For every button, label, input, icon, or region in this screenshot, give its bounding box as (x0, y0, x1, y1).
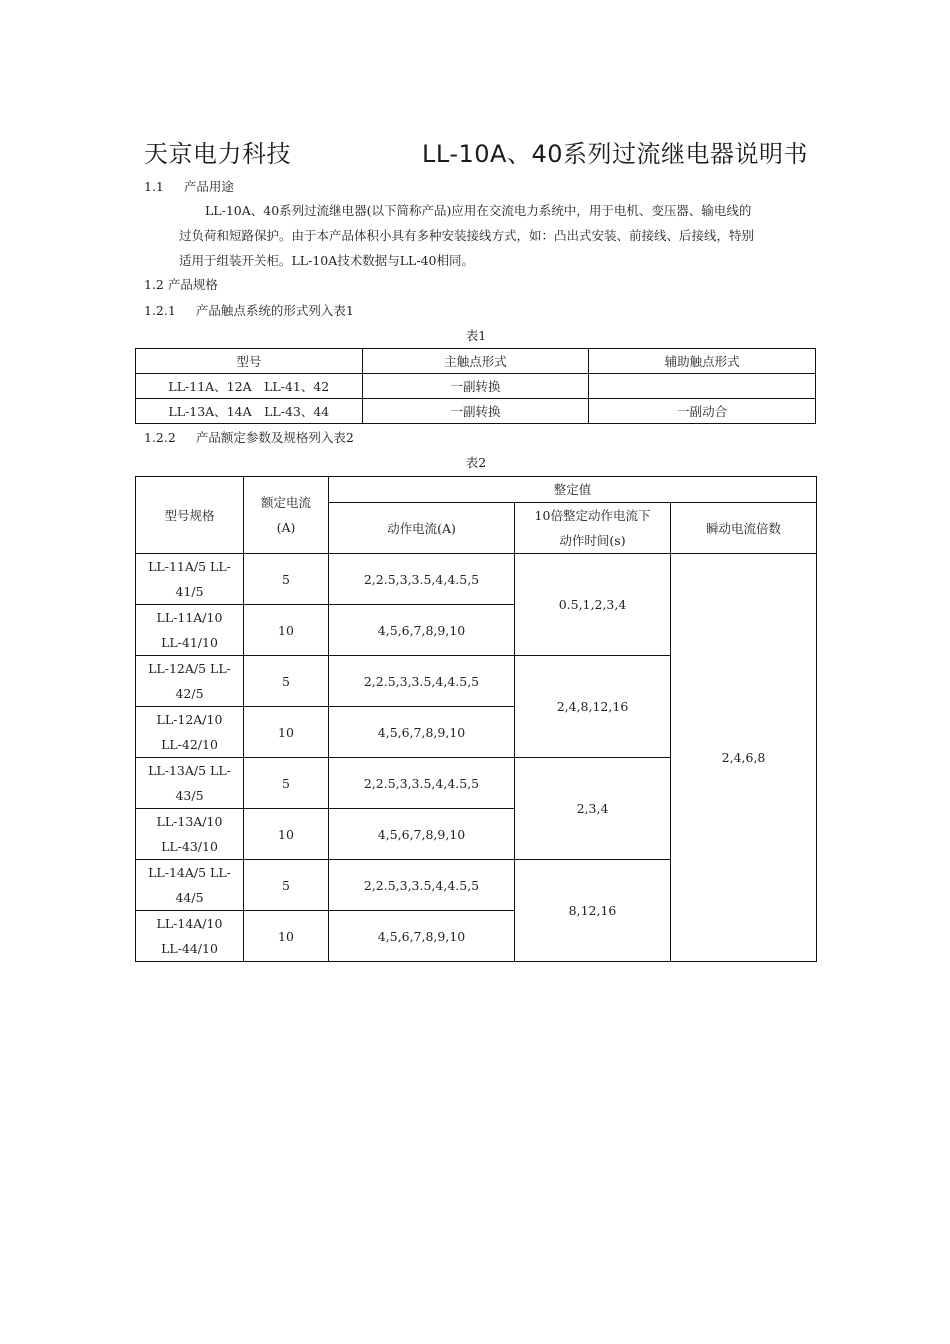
body-line-2: 过负荷和短路保护。由于本产品体积小具有多种安装接线方式，如：凸出式安装、前接线、后接线，特别 (179, 228, 755, 243)
table-1-caption: 表1 (465, 328, 487, 343)
rated-cell: 10 (244, 707, 329, 758)
rating-spec-table (135, 476, 817, 962)
table-header-row (136, 349, 816, 374)
section-number: 1.1 (144, 179, 164, 194)
action-cell: 4,5,6,7,8,9,10 (329, 605, 515, 656)
rated-cell: 5 (244, 860, 329, 911)
model-cell: LL-11A/5 LL- 41/5 (136, 554, 244, 605)
header-action-current: 动作电流(A) (329, 503, 515, 554)
body-line-3: 适用于组装开关柜。LL-10A技术数据与LL-40相同。 (179, 253, 474, 268)
model-cell: LL-13A/5 LL- 43/5 (136, 758, 244, 809)
action-cell: 4,5,6,7,8,9,10 (329, 809, 515, 860)
company-name: 天京电力科技 (144, 140, 291, 168)
header-cell: 型号 (136, 349, 363, 374)
model-cell: LL-13A、14A LL-43、44 (136, 399, 363, 424)
header-setting: 整定值 (329, 477, 817, 503)
page-header (144, 134, 808, 169)
table-header-row (136, 477, 817, 503)
section-number: 1.2.2 (144, 430, 176, 445)
model-cell: LL-11A/10 LL-41/10 (136, 605, 244, 656)
section-1-1-heading (144, 174, 234, 199)
main-contact-cell: 一副转换 (362, 399, 589, 424)
model-cell: LL-12A/5 LL- 42/5 (136, 656, 244, 707)
rated-cell: 10 (244, 911, 329, 962)
rated-cell: 5 (244, 758, 329, 809)
table-row (136, 374, 816, 399)
section-title: 产品触点系统的形式列入表1 (195, 303, 354, 318)
section-number: 1.2.1 (144, 303, 176, 318)
aux-contact-cell (589, 374, 816, 399)
model-cell: LL-13A/10 LL-43/10 (136, 809, 244, 860)
section-1-1-body (179, 198, 819, 273)
action-cell: 4,5,6,7,8,9,10 (329, 707, 515, 758)
body-line-1: LL-10A、40系列过流继电器(以下简称产品)应用在交流电力系统中，用于电机、变压器、输电线的 (205, 203, 752, 218)
action-cell: 4,5,6,7,8,9,10 (329, 911, 515, 962)
rated-cell: 10 (244, 809, 329, 860)
header-model: 型号规格 (136, 477, 244, 554)
rated-cell: 5 (244, 656, 329, 707)
table-row (136, 554, 817, 605)
model-cell: LL-14A/5 LL- 44/5 (136, 860, 244, 911)
model-cell: LL-14A/10 LL-44/10 (136, 911, 244, 962)
table-row (136, 399, 816, 424)
table-2-caption: 表2 (465, 455, 487, 470)
header-action-time: 10倍整定动作电流下 动作时间(s) (515, 503, 671, 554)
model-cell: LL-12A/10 LL-42/10 (136, 707, 244, 758)
aux-contact-cell: 一副动合 (589, 399, 816, 424)
time-cell: 0.5,1,2,3,4 (515, 554, 671, 656)
rated-cell: 10 (244, 605, 329, 656)
section-title: 产品额定参数及规格列入表2 (195, 430, 354, 445)
document-title: LL-10A、40系列过流继电器说明书 (422, 140, 808, 168)
action-cell: 2,2.5,3,3.5,4,4.5,5 (329, 656, 515, 707)
rated-cell: 5 (244, 554, 329, 605)
header-instant-multiple: 瞬动电流倍数 (671, 503, 817, 554)
model-cell: LL-11A、12A LL-41、42 (136, 374, 363, 399)
time-cell: 2,4,8,12,16 (515, 656, 671, 758)
section-title: 产品用途 (183, 179, 234, 194)
section-1-2-heading: 1.2 产品规格 (144, 277, 218, 292)
header-cell: 辅助触点形式 (589, 349, 816, 374)
main-contact-cell: 一副转换 (362, 374, 589, 399)
action-cell: 2,2.5,3,3.5,4,4.5,5 (329, 860, 515, 911)
header-cell: 主触点形式 (362, 349, 589, 374)
section-1-2-2-heading (144, 425, 354, 450)
action-cell: 2,2.5,3,3.5,4,4.5,5 (329, 554, 515, 605)
contact-form-table (135, 348, 816, 424)
header-rated-current: 额定电流 (A) (244, 477, 329, 554)
time-cell: 2,3,4 (515, 758, 671, 860)
instant-cell: 2,4,6,8 (671, 554, 817, 962)
action-cell: 2,2.5,3,3.5,4,4.5,5 (329, 758, 515, 809)
section-1-2-1-heading (144, 298, 354, 323)
time-cell: 8,12,16 (515, 860, 671, 962)
